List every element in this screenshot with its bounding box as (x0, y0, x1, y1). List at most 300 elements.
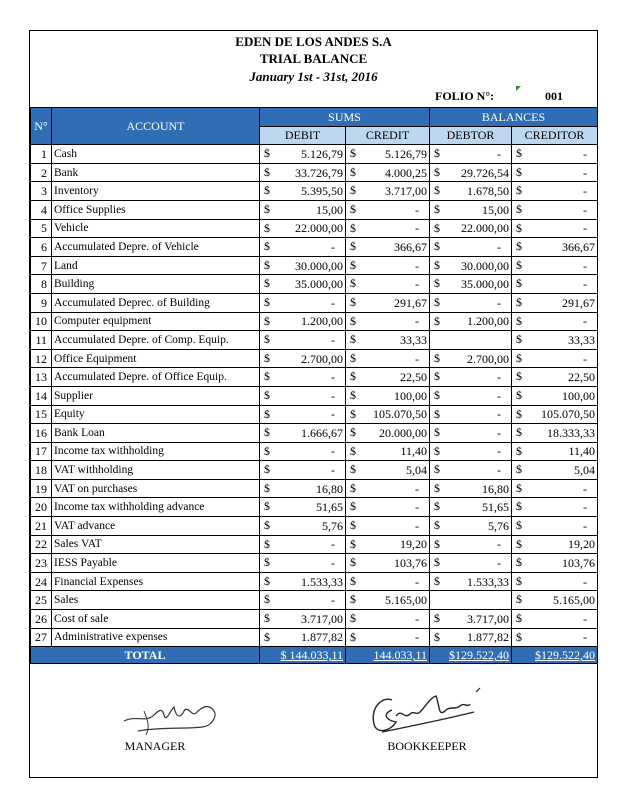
debit-value: - (331, 444, 335, 459)
table-row (31, 293, 598, 312)
debtor-value: - (497, 463, 501, 478)
creditor-value: - (583, 146, 587, 161)
currency-symbol: $ (516, 164, 522, 179)
account-name: Computer equipment (52, 312, 260, 331)
currency-symbol: $ (264, 294, 270, 309)
creditor-value: - (583, 277, 587, 292)
creditor-cell (512, 498, 598, 517)
debit-value: - (331, 332, 335, 347)
comment-marker-icon (516, 86, 521, 91)
account-name: Land (52, 256, 260, 275)
manager-signature (118, 693, 228, 743)
currency-symbol: $ (350, 239, 356, 254)
currency-symbol: $ (350, 387, 356, 402)
debit-cell (260, 256, 346, 275)
creditor-cell (512, 238, 598, 257)
debtor-cell (430, 442, 512, 461)
currency-symbol: $ (516, 239, 522, 254)
currency-symbol: $ (264, 518, 270, 533)
row-number: 11 (31, 331, 52, 350)
table-body (31, 145, 598, 647)
debtor-cell (430, 368, 512, 387)
currency-symbol: $ (434, 201, 440, 216)
currency-symbol: $ (434, 313, 440, 328)
account-name: Financial Expenses (52, 572, 260, 591)
debit-value: 5,76 (322, 518, 343, 533)
header-sums: SUMS (260, 108, 430, 127)
creditor-cell (512, 628, 598, 647)
account-name: Accumulated Deprec. of Building (52, 293, 260, 312)
debit-cell (260, 517, 346, 536)
table-row (31, 554, 598, 573)
debtor-value: - (497, 239, 501, 254)
currency-symbol: $ (264, 499, 270, 514)
currency-symbol: $ (350, 443, 356, 458)
row-number: 19 (31, 479, 52, 498)
debit-cell (260, 312, 346, 331)
currency-symbol: $ (516, 294, 522, 309)
credit-cell (346, 628, 430, 647)
credit-cell (346, 293, 430, 312)
table-row (31, 238, 598, 257)
total-row (31, 647, 598, 664)
debtor-value: 1.678,50 (467, 184, 509, 199)
account-name: Accumulated Depre. of Vehicle (52, 238, 260, 257)
table-row (31, 479, 598, 498)
credit-cell (346, 386, 430, 405)
row-number: 10 (31, 312, 52, 331)
credit-value: 4.000,25 (385, 165, 427, 180)
currency-symbol: $ (516, 183, 522, 198)
currency-symbol: $ (350, 425, 356, 440)
folio (435, 89, 563, 104)
debtor-value: 5,76 (488, 518, 509, 533)
creditor-cell (512, 424, 598, 443)
creditor-value: 103,76 (562, 556, 595, 571)
row-number: 6 (31, 238, 52, 257)
currency-symbol: $ (350, 518, 356, 533)
currency-symbol: $ (516, 387, 522, 402)
creditor-value: 100,00 (562, 388, 595, 403)
credit-cell (346, 331, 430, 350)
debit-value: 33.726,79 (295, 165, 343, 180)
debtor-value: 29.726,54 (461, 165, 509, 180)
account-name: IESS Payable (52, 554, 260, 573)
debit-cell (260, 572, 346, 591)
currency-symbol: $ (516, 369, 522, 384)
account-name: Sales VAT (52, 535, 260, 554)
credit-cell (346, 405, 430, 424)
account-name: Building (52, 275, 260, 294)
total-debit: $ 144.033,11 (260, 647, 346, 664)
creditor-cell (512, 386, 598, 405)
account-name: Bank Loan (52, 424, 260, 443)
row-number: 1 (31, 145, 52, 164)
currency-symbol: $ (350, 555, 356, 570)
debit-value: 51,65 (316, 500, 343, 515)
creditor-cell (512, 554, 598, 573)
currency-symbol: $ (350, 257, 356, 272)
debtor-value: - (497, 444, 501, 459)
debtor-cell (430, 163, 512, 182)
currency-symbol: $ (434, 164, 440, 179)
debit-value: - (331, 556, 335, 571)
header-account: ACCOUNT (52, 108, 260, 145)
debtor-cell (430, 461, 512, 480)
creditor-cell (512, 219, 598, 238)
credit-value: 105.070,50 (373, 407, 427, 422)
debtor-value: 3.717,00 (467, 611, 509, 626)
row-number: 4 (31, 200, 52, 219)
currency-symbol: $ (350, 276, 356, 291)
report-period: January 1st - 31st, 2016 (249, 69, 378, 84)
debtor-cell (430, 572, 512, 591)
credit-value: - (415, 630, 419, 645)
creditor-value: - (583, 518, 587, 533)
currency-symbol: $ (516, 443, 522, 458)
total-debtor: $129.522,40 (430, 647, 512, 664)
creditor-value: 366,67 (562, 239, 595, 254)
table-row (31, 182, 598, 201)
row-number: 22 (31, 535, 52, 554)
header-balances: BALANCES (430, 108, 598, 127)
currency-symbol: $ (264, 425, 270, 440)
total-credit: 144.033,11 (346, 647, 430, 664)
debit-value: 5.395,50 (301, 184, 343, 199)
credit-value: 20.000,00 (379, 425, 427, 440)
credit-cell (346, 349, 430, 368)
credit-value: - (415, 314, 419, 329)
creditor-value: - (583, 314, 587, 329)
table-row (31, 275, 598, 294)
debit-cell (260, 405, 346, 424)
debtor-cell (430, 256, 512, 275)
currency-symbol: $ (350, 629, 356, 644)
creditor-cell (512, 535, 598, 554)
account-name: Accumulated Depre. of Comp. Equip. (52, 331, 260, 350)
currency-symbol: $ (264, 480, 270, 495)
row-number: 2 (31, 163, 52, 182)
folio-label: FOLIO N°: (435, 89, 495, 103)
debit-cell (260, 238, 346, 257)
table-row (31, 145, 598, 164)
debit-value: 1.877,82 (301, 630, 343, 645)
credit-value: - (415, 277, 419, 292)
credit-value: 291,67 (394, 295, 427, 310)
currency-symbol: $ (434, 462, 440, 477)
currency-symbol: $ (264, 239, 270, 254)
credit-value: - (415, 481, 419, 496)
creditor-value: 22,50 (568, 370, 595, 385)
report-title: TRIAL BALANCE (259, 51, 368, 66)
currency-symbol: $ (350, 462, 356, 477)
currency-symbol: $ (434, 443, 440, 458)
creditor-cell (512, 461, 598, 480)
credit-cell (346, 461, 430, 480)
currency-symbol: $ (434, 183, 440, 198)
row-number: 23 (31, 554, 52, 573)
currency-symbol: $ (350, 499, 356, 514)
credit-cell (346, 517, 430, 536)
currency-symbol: $ (434, 220, 440, 235)
debit-cell (260, 200, 346, 219)
debit-cell (260, 163, 346, 182)
credit-cell (346, 238, 430, 257)
currency-symbol: $ (350, 164, 356, 179)
table-row (31, 610, 598, 629)
creditor-cell (512, 275, 598, 294)
row-number: 12 (31, 349, 52, 368)
creditor-value: 11,40 (568, 444, 595, 459)
credit-value: - (415, 202, 419, 217)
account-name: Office Supplies (52, 200, 260, 219)
currency-symbol: $ (516, 350, 522, 365)
table-row (31, 628, 598, 647)
credit-value: - (415, 518, 419, 533)
debtor-value: - (497, 556, 501, 571)
currency-symbol: $ (516, 536, 522, 551)
debit-value: - (331, 537, 335, 552)
account-name: Administrative expenses (52, 628, 260, 647)
debit-cell (260, 386, 346, 405)
currency-symbol: $ (516, 518, 522, 533)
debit-cell (260, 554, 346, 573)
account-name: VAT withholding (52, 461, 260, 480)
debit-value: - (331, 239, 335, 254)
header-debtor: DEBTOR (430, 126, 512, 145)
row-number: 14 (31, 386, 52, 405)
credit-cell (346, 424, 430, 443)
debit-value: 22.000,00 (295, 221, 343, 236)
debit-value: 5.126,79 (301, 146, 343, 161)
debit-cell (260, 479, 346, 498)
credit-cell (346, 591, 430, 610)
currency-symbol: $ (434, 629, 440, 644)
header-credit: CREDIT (346, 126, 430, 145)
bookkeeper-label: BOOKKEEPER (387, 739, 467, 753)
currency-symbol: $ (264, 369, 270, 384)
currency-symbol: $ (516, 146, 522, 161)
row-number: 27 (31, 628, 52, 647)
currency-symbol: $ (264, 276, 270, 291)
credit-cell (346, 256, 430, 275)
row-number: 24 (31, 572, 52, 591)
currency-symbol: $ (264, 443, 270, 458)
table-row (31, 461, 598, 480)
creditor-cell (512, 312, 598, 331)
manager-label: MANAGER (124, 739, 186, 753)
creditor-cell (512, 163, 598, 182)
debit-cell (260, 535, 346, 554)
credit-cell (346, 572, 430, 591)
credit-cell (346, 200, 430, 219)
debit-cell (260, 424, 346, 443)
creditor-value: 18.333,33 (547, 425, 595, 440)
credit-value: 11,40 (400, 444, 427, 459)
currency-symbol: $ (516, 499, 522, 514)
currency-symbol: $ (434, 257, 440, 272)
currency-symbol: $ (350, 332, 356, 347)
credit-value: 33,33 (400, 332, 427, 347)
table-row (31, 200, 598, 219)
creditor-cell (512, 610, 598, 629)
creditor-value: - (583, 351, 587, 366)
account-name: Cost of sale (52, 610, 260, 629)
credit-cell (346, 442, 430, 461)
debit-value: - (331, 295, 335, 310)
debtor-value: 1.877,82 (467, 630, 509, 645)
debtor-value: 30.000,00 (461, 258, 509, 273)
debtor-value: 15,00 (482, 202, 509, 217)
currency-symbol: $ (350, 592, 356, 607)
account-name: VAT advance (52, 517, 260, 536)
debtor-value: - (497, 407, 501, 422)
trial-balance-sheet (29, 30, 598, 778)
creditor-cell (512, 349, 598, 368)
debit-value: 30.000,00 (295, 258, 343, 273)
debit-value: - (331, 388, 335, 403)
creditor-value: 291,67 (562, 295, 595, 310)
currency-symbol: $ (434, 406, 440, 421)
currency-symbol: $ (264, 220, 270, 235)
currency-symbol: $ (434, 536, 440, 551)
currency-symbol: $ (434, 555, 440, 570)
debit-cell (260, 219, 346, 238)
currency-symbol: $ (434, 239, 440, 254)
debtor-value: - (497, 388, 501, 403)
creditor-cell (512, 479, 598, 498)
debit-cell (260, 331, 346, 350)
credit-cell (346, 368, 430, 387)
debtor-value: - (497, 146, 501, 161)
currency-symbol: $ (434, 425, 440, 440)
table-row (31, 349, 598, 368)
debtor-cell (430, 386, 512, 405)
debtor-cell (430, 200, 512, 219)
currency-symbol: $ (516, 276, 522, 291)
row-number: 15 (31, 405, 52, 424)
currency-symbol: $ (264, 462, 270, 477)
credit-value: 366,67 (394, 239, 427, 254)
debit-value: 35.000,00 (295, 277, 343, 292)
credit-value: 3.717,00 (385, 184, 427, 199)
credit-cell (346, 554, 430, 573)
credit-value: - (415, 500, 419, 515)
row-number: 9 (31, 293, 52, 312)
row-number: 3 (31, 182, 52, 201)
credit-cell (346, 535, 430, 554)
folio-number: 001 (545, 89, 563, 103)
debit-value: 1.200,00 (301, 314, 343, 329)
account-name: Equity (52, 405, 260, 424)
account-name: Inventory (52, 182, 260, 201)
debtor-cell (430, 517, 512, 536)
credit-cell (346, 163, 430, 182)
row-number: 16 (31, 424, 52, 443)
currency-symbol: $ (264, 536, 270, 551)
row-number: 18 (31, 461, 52, 480)
currency-symbol: $ (516, 220, 522, 235)
currency-symbol: $ (350, 573, 356, 588)
currency-symbol: $ (516, 573, 522, 588)
currency-symbol: $ (516, 332, 522, 347)
trial-balance-table (30, 107, 598, 664)
creditor-value: - (583, 481, 587, 496)
currency-symbol: $ (350, 350, 356, 365)
credit-cell (346, 479, 430, 498)
debtor-value: 35.000,00 (461, 277, 509, 292)
currency-symbol: $ (264, 146, 270, 161)
currency-symbol: $ (264, 592, 270, 607)
debtor-value: 51,65 (482, 500, 509, 515)
credit-value: 103,76 (394, 556, 427, 571)
currency-symbol: $ (434, 146, 440, 161)
currency-symbol: $ (516, 462, 522, 477)
creditor-value: - (583, 630, 587, 645)
debit-cell (260, 461, 346, 480)
debtor-value: - (497, 370, 501, 385)
debit-value: 1.533,33 (301, 574, 343, 589)
account-name: Office Equipment (52, 349, 260, 368)
currency-symbol: $ (516, 201, 522, 216)
debtor-cell (430, 628, 512, 647)
currency-symbol: $ (350, 183, 356, 198)
creditor-value: - (583, 165, 587, 180)
debtor-cell (430, 535, 512, 554)
table-row (31, 331, 598, 350)
currency-symbol: $ (516, 629, 522, 644)
creditor-value: 105.070,50 (541, 407, 595, 422)
debtor-value: - (497, 425, 501, 440)
debtor-cell (430, 293, 512, 312)
currency-symbol: $ (350, 406, 356, 421)
currency-symbol: $ (434, 480, 440, 495)
header-number: N° (31, 108, 52, 145)
table-row (31, 498, 598, 517)
currency-symbol: $ (264, 183, 270, 198)
currency-symbol: $ (350, 536, 356, 551)
currency-symbol: $ (516, 406, 522, 421)
debit-cell (260, 349, 346, 368)
creditor-value: - (583, 184, 587, 199)
debtor-cell (430, 349, 512, 368)
currency-symbol: $ (350, 146, 356, 161)
row-number: 13 (31, 368, 52, 387)
debit-value: 1.666,67 (301, 425, 343, 440)
debtor-value: - (497, 537, 501, 552)
account-name: VAT on purchases (52, 479, 260, 498)
creditor-value: - (583, 611, 587, 626)
debit-cell (260, 368, 346, 387)
currency-symbol: $ (516, 611, 522, 626)
currency-symbol: $ (264, 257, 270, 272)
credit-cell (346, 498, 430, 517)
credit-value: 19,20 (400, 537, 427, 552)
credit-value: - (415, 258, 419, 273)
credit-cell (346, 145, 430, 164)
currency-symbol: $ (516, 592, 522, 607)
debit-cell (260, 591, 346, 610)
currency-symbol: $ (350, 220, 356, 235)
creditor-value: 33,33 (568, 332, 595, 347)
table-row (31, 312, 598, 331)
currency-symbol: $ (434, 276, 440, 291)
currency-symbol: $ (264, 573, 270, 588)
currency-symbol: $ (350, 201, 356, 216)
creditor-cell (512, 368, 598, 387)
creditor-cell (512, 145, 598, 164)
row-number: 21 (31, 517, 52, 536)
